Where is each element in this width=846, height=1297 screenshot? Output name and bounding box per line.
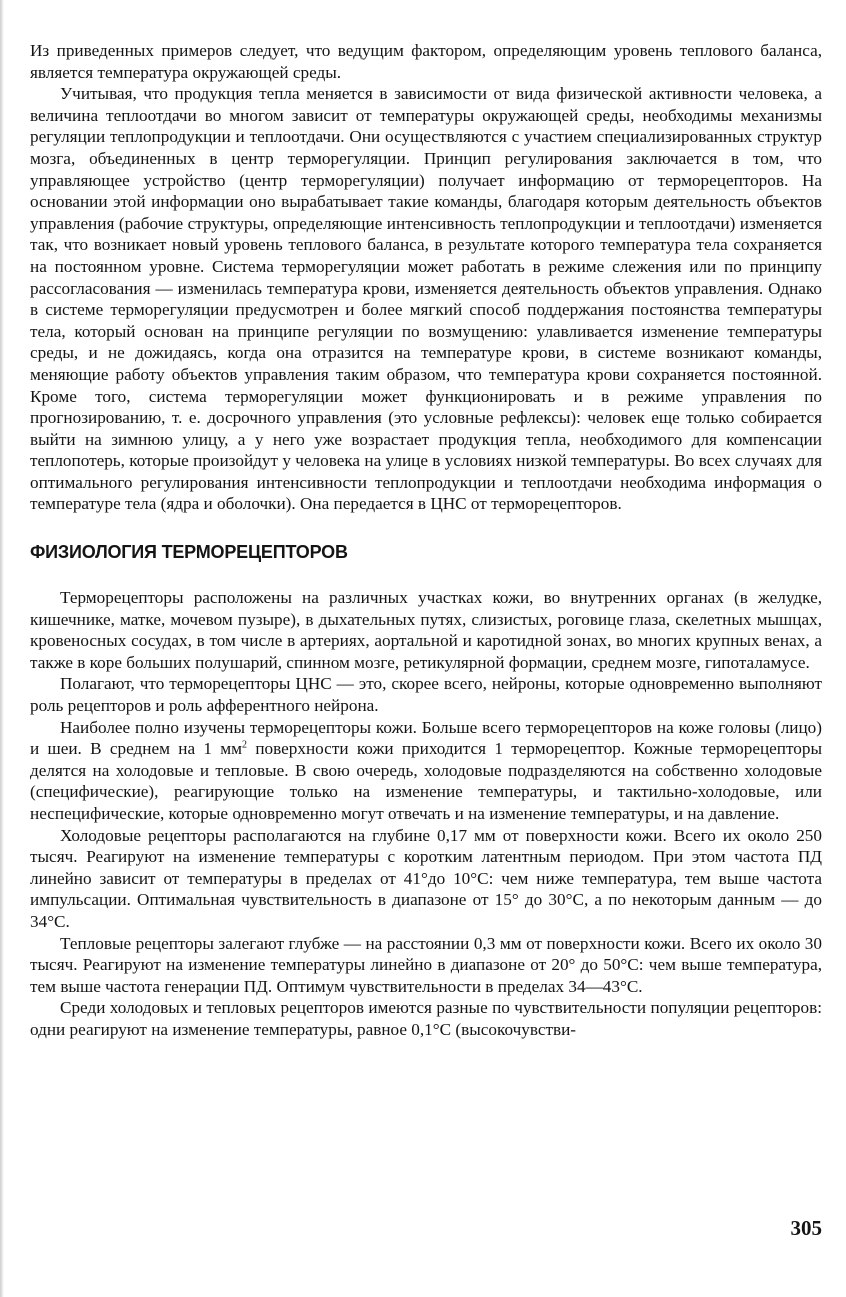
paragraph-thermoregulation: Учитывая, что продукция тепла меняется в зависимости от вида физической активности человека, а величина теплоотдачи во многом зависит от температуры окружающей среды, необходимы механизмы регуляции теплопродукции и теплоотдачи. Они осуществляются с участием специализированных структур мозга, объединенных в центр терморегуляции. Принцип регулирования заключается в том, что управляющее устройство (центр терморегуляции) получает информацию от терморецепторов. На основании этой информации оно вырабатывает такие команды, благодаря которым деятельность объектов управления (рабочие структуры, определяющие интенсивность теплопродукции и теплоотдачи) изменяется так, что возникает новый уровень теплового баланса, в результате которого температура тела сохраняется на постоянном уровне. Система терморегуляции может работать в режиме слежения или по принципу рассогласования — изменилась температура крови, изменяется деятельность объектов управления. Однако в системе терморегуляции предусмотрен и более мягкий способ поддержания постоянства температуры тела, который основан на принципе регуляции по возмущению: улавливается изменение температуры среды, и не дожидаясь, когда она отразится на температуре крови, в системе возникают команды, меняющие работу объектов управления таким образом, что температура крови сохраняется постоянной. Кроме того, система терморегуляции может функционировать и в режиме управления по прогнозированию, т. е. досрочного управления (это условные рефлексы): человек еще только собирается выйти на зимнюю улицу, а у него уже возрастает продукция тепла, необходимого для компенсации теплопотерь, которые произойдут у человека на улице в условиях низкой температуры. Во всех случаях для оптимального регулирования интенсивности теплопродукции и теплоотдачи необходима информация о температуре тела (ядра и оболочки). Она передается в ЦНС от терморецепторов. <box>30 84 822 514</box>
paragraph-intro: Из приведенных примеров следует, что ведущим фактором, определяющим уровень теплового баланса, является температура окружающей среды. <box>30 41 822 82</box>
page-number: 305 <box>790 1216 822 1240</box>
paragraph-heat-receptors: Тепловые рецепторы залегают глубже — на расстоянии 0,3 мм от поверхности кожи. Всего их около 30 тысяч. Реагируют на изменение температуры линейно в диапазоне от 20° до 50°С: чем выше температура, тем выше частота генерации ПД. Оптимум чувствительности в пределах 34—43°С. <box>30 933 822 996</box>
paragraph-cns-thermoreceptors: Полагают, что терморецепторы ЦНС — это, скорее всего, нейроны, которые одновременно выполняют роль рецепторов и роль афферентного нейрона. <box>30 674 822 716</box>
paragraph-receptor-populations: Среди холодовых и тепловых рецепторов имеются разные по чувствительности популяции рецепторов: одни реагируют на изменение температуры, равное 0,1°С (высокочувстви- <box>30 998 822 1039</box>
superscript-two: 2 <box>242 739 248 751</box>
skin-text-end: поверхности кожи приходится 1 терморецептор. Кожные терморецепторы делятся на холодовые и тепловые. В свою очередь, холодовые подразделяются на собственно холодовые (специфические), реагирующие только на изменение температуры, и тактильно-холодовые, или неспецифические, которые одновременно могут отвечать и на изменение температуры, и на давление. <box>30 739 823 823</box>
scan-shadow-edge <box>0 0 4 1297</box>
paragraph-thermoreceptor-locations: Терморецепторы расположены на различных участках кожи, во внутренних органах (в желудке, кишечнике, матке, мочевом пузыре), в дыхательных путях, слизистых, роговице глаза, скелетных мышцах, кровеносных сосудах, в том числе в артериях, аортальной и каротидной зонах, во многих крупных венах, а также в коре больших полушарий, спинном мозге, ретикулярной формации, среднем мозге, гипоталамусе. <box>30 588 822 672</box>
skin-text-start: Наиболее полно изучены терморецепторы кожи. Больше всего терморецепторов на коже головы (лицо) и шеи. В среднем на 1 мм <box>30 717 822 759</box>
paragraph-cold-receptors: Холодовые рецепторы располагаются на глубине 0,17 мм от поверхности кожи. Всего их около 250 тысяч. Реагируют на изменение температуры с коротким латентным периодом. При этом частота ПД линейно зависит от температуры в пределах от 41°до 10°С: чем ниже температура, тем выше частота импульсации. Оптимальная чувствительность в диапазоне от 15° до 30°С, а по некоторым данным — до 34°С. <box>30 825 822 931</box>
document-page <box>30 40 822 1041</box>
section-title: ФИЗИОЛОГИЯ ТЕРМОРЕЦЕПТОРОВ <box>30 542 348 563</box>
paragraph-skin-thermoreceptors <box>30 717 822 825</box>
